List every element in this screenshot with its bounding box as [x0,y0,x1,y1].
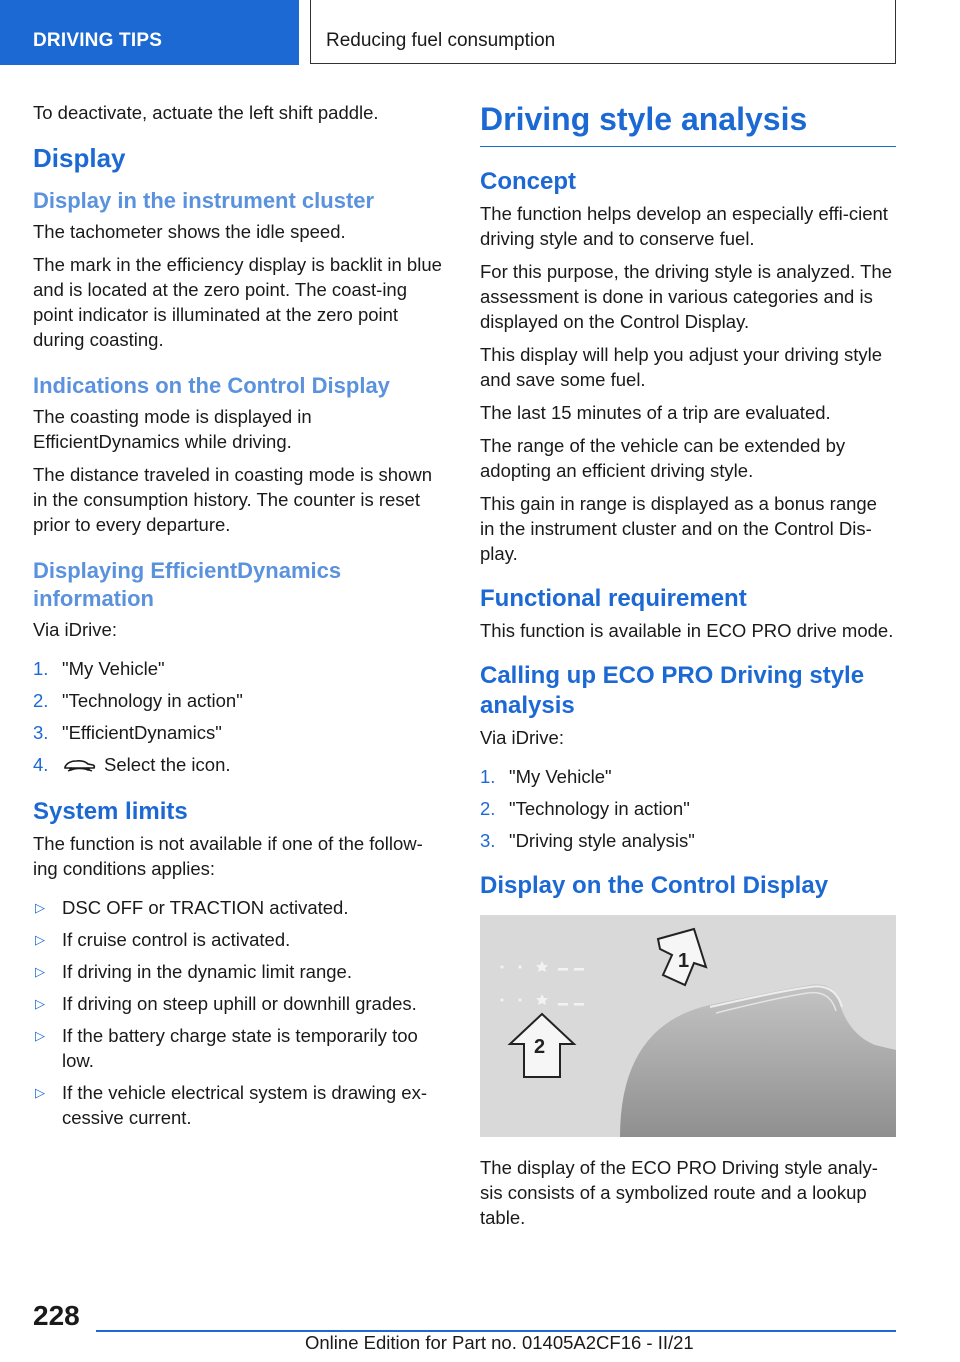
right-column [480,100,896,1238]
list-item [33,1023,447,1073]
step-text: "Driving style analysis" [509,830,695,851]
step-text: "Technology in action" [62,690,243,711]
list-item [33,752,447,779]
distance-text: The distance traveled in coasting mode is shown in the consumption history. The counter is reset prior to every departure. [33,464,432,535]
heading-driving-style-analysis: Driving style analysis [480,100,896,147]
deactivate-text: To deactivate, actuate the left shift paddle. [33,102,379,123]
left-column [33,100,447,1138]
limit-text: If driving on steep uphill or downhill grades. [62,992,417,1014]
heading-functional-requirement: Functional requirement [480,585,747,612]
via-idrive-text: Via iDrive: [480,727,564,748]
heading-system-limits: System limits [33,797,188,825]
heading-calling-up: Calling up ECO PRO Driving style analysis [480,662,865,719]
bullet-triangle-icon: ▷ [35,995,45,1011]
step-number: 1. [480,766,496,787]
route-illustration-svg [480,915,896,1137]
list-item [480,828,896,853]
step-text: "My Vehicle" [62,658,165,679]
concept-text-1: The function helps develop an especially effi-cient driving style and to conserve fuel. [480,203,888,249]
list-item [33,895,447,920]
limit-text: If driving in the dynamic limit range. [62,960,352,982]
step-text: "My Vehicle" [509,766,612,787]
bullet-triangle-icon: ▷ [35,1027,45,1043]
requirement-text: This function is available in ECO PRO drive mode. [480,620,894,641]
step-text: "EfficientDynamics" [62,722,222,743]
concept-text-3: This display will help you adjust your driving style and save some fuel. [480,344,883,390]
figure-caption-text: The display of the ECO PRO Driving style analy-sis consists of a symbolized route and a lookup table. [480,1157,878,1228]
efficientdynamics-steps [33,656,447,779]
concept-text-6: This gain in range is displayed as a bonus range in the instrument cluster and on the Control Dis-play. [480,493,877,564]
bullet-triangle-icon: ▷ [35,899,45,915]
heading-concept: Concept [480,168,576,195]
limit-text: DSC OFF or TRACTION activated. [62,896,349,918]
step-number: 3. [33,722,49,743]
list-item [33,656,447,681]
step-number: 2. [33,690,49,711]
tacho-text: The tachometer shows the idle speed. [33,221,346,242]
callout-label-2: 2 [534,1036,546,1058]
via-idrive-text: Via iDrive: [33,619,117,640]
bullet-triangle-icon: ▷ [35,931,45,947]
limit-text: If cruise control is activated. [62,928,291,950]
system-limits-list [33,895,447,1130]
concept-text-4: The last 15 minutes of a trip are evaluated. [480,402,831,423]
concept-text-5: The range of the vehicle can be extended by adopting an efficient driving style. [480,435,846,481]
page-header-title: Reducing fuel consumption [310,0,896,64]
bullet-triangle-icon: ▷ [35,963,45,979]
heading-displaying-efficientdynamics: Displaying EfficientDynamics information [33,558,342,611]
step-text: Select the icon. [104,754,231,775]
list-item [33,991,447,1016]
step-number: 2. [480,798,496,819]
list-item [480,764,896,789]
bullet-triangle-icon: ▷ [35,1084,45,1100]
list-item [33,720,447,745]
mark-text: The mark in the efficiency display is backlit in blue and is located at the zero point. The coast-ing point indicator is illuminated at the zero point during coasting. [33,254,442,350]
heading-display: Display [33,143,126,173]
limit-text: If the vehicle electrical system is drawing ex-cessive current. [62,1081,427,1128]
list-item [33,927,447,952]
car-coasting-icon [62,754,96,779]
control-display-illustration [480,915,896,1137]
heading-instrument-cluster: Display in the instrument cluster [33,188,375,213]
list-item [480,796,896,821]
page-number: 228 [33,1300,80,1331]
callout-label-1: 1 [678,950,690,972]
list-item [33,959,447,984]
step-text: "Technology in action" [509,798,690,819]
limits-intro-text: The function is not available if one of the follow-ing conditions applies: [33,832,423,879]
limit-text: If the battery charge state is temporarily too low. [62,1024,418,1071]
driving-style-steps [480,764,896,853]
coasting-text: The coasting mode is displayed in EfficientDynamics while driving. [33,406,312,452]
concept-text-2: For this purpose, the driving style is analyzed. The assessment is done in various categories and is displayed on the Control Display. [480,261,893,332]
step-number: 3. [480,830,496,851]
step-number: 4. [33,754,49,775]
step-number: 1. [33,658,49,679]
section-tab: DRIVING TIPS [0,0,299,65]
edition-text: Online Edition for Part no. 01405A2CF16 - II/21 [305,1332,694,1353]
heading-control-display: Display on the Control Display [480,872,829,899]
list-item [33,1080,447,1130]
heading-indications: Indications on the Control Display [33,373,390,398]
list-item [33,688,447,713]
